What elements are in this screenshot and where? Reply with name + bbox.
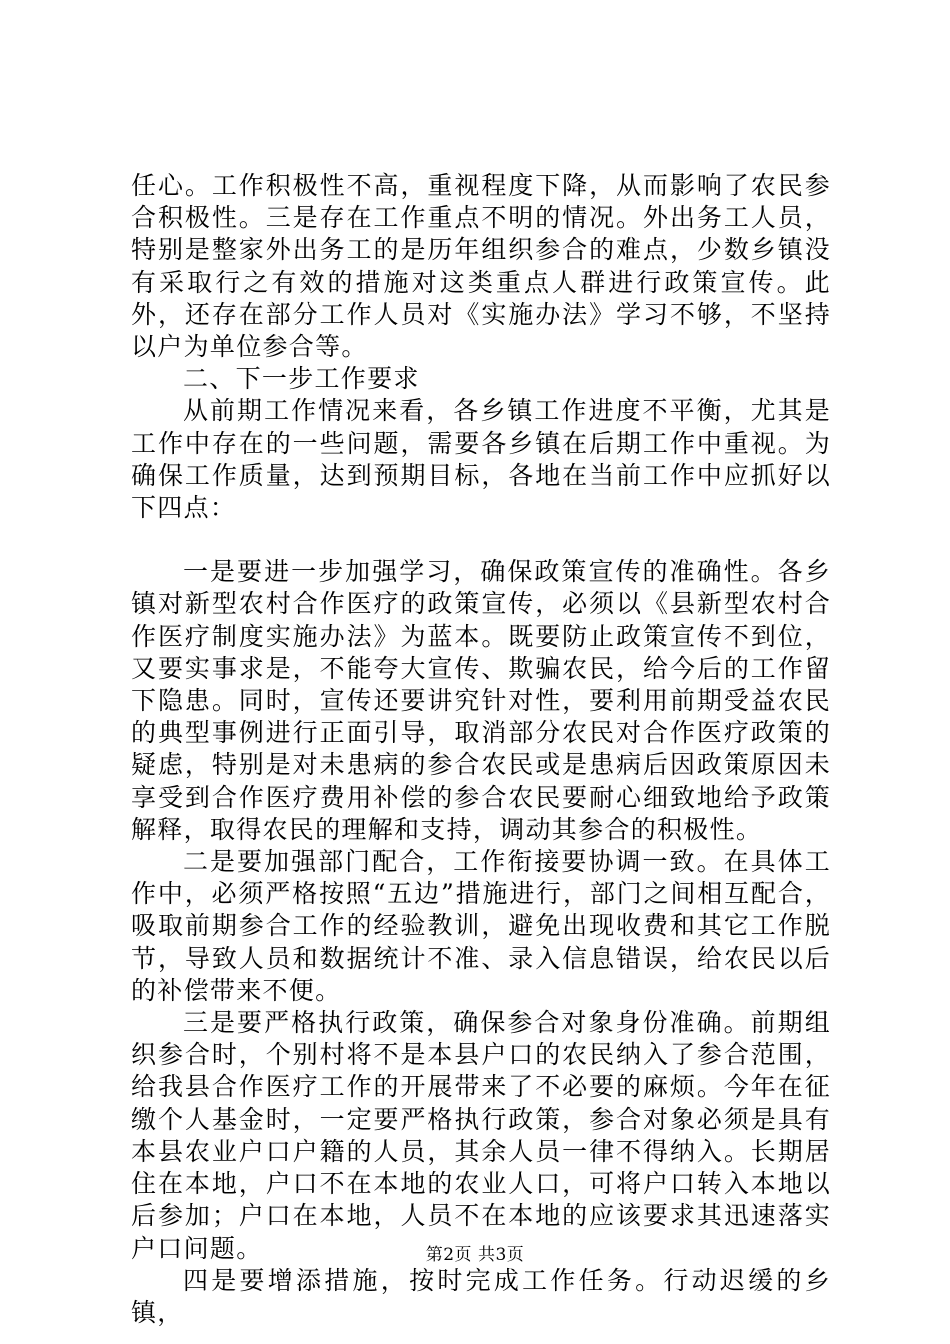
paragraph-point-one: 一是要进一步加强学习，确保政策宣传的准确性。各乡镇对新型农村合作医疗的政策宣传，必须以《县新型农村合作医疗制度实施办法》为蓝本。既要防止政策宣传不到位，又要实事求是，不能夸大宣传、欺骗农民，给今后的工作留下隐患。同时，宣传还要讲究针对性，要利用前期受益农民的典型事例进行正面引导，取消部分农民对合作医疗政策的疑虑，特别是对未患病的参合农民或是患病后因政策原因未享受到合作医疗费用补偿的参合农民要耐心细致地给予政策解释，取得农民的理解和支持，调动其参合的积极性。 <box>131 557 831 844</box>
paragraph-point-four: 四是要增添措施，按时完成工作任务。行动迟缓的乡镇， <box>131 1265 831 1327</box>
section-heading-next-steps: 二、下一步工作要求 <box>183 364 420 394</box>
document-body <box>131 170 831 1329</box>
paragraph-point-two: 二是要加强部门配合，工作衔接要协调一致。在具体工作中，必须严格按照“五边”措施进行，部门之间相互配合，吸取前期参合工作的经验教训，避免出现收费和其它工作脱节，导致人员和数据统计不准、录入信息错误，给农民以后的补偿带来不便。 <box>131 847 831 1005</box>
page-footer: 第2页 共3页 <box>425 1245 525 1265</box>
paragraph-point-three: 三是要严格执行政策，确保参合对象身份准确。前期组织参合时，个别村将不是本县户口的农民纳入了参合范围，给我县合作医疗工作的开展带来了不必要的麻烦。今年在征缴个人基金时，一定要严格执行政策，参合对象必须是具有本县农业户口户籍的人员，其余人员一律不得纳入。长期居住在本地，户口不在本地的农业人口，可将户口转入本地以后参加；户口在本地，人员不在本地的应该要求其迅速落实户口问题。 <box>131 1008 831 1263</box>
paragraph-overview: 从前期工作情况来看，各乡镇工作进度不平衡，尤其是工作中存在的一些问题，需要各乡镇在后期工作中重视。为确保工作质量，达到预期目标，各地在当前工作中应抓好以下四点： <box>131 396 831 523</box>
paragraph-problems-continued: 任心。工作积极性不高，重视程度下降，从而影响了农民参合积极性。三是存在工作重点不明的情况。外出务工人员，特别是整家外出务工的是历年组织参合的难点，少数乡镇没有采取行之有效的措施对这类重点人群进行政策宣传。此外，还存在部分工作人员对《实施办法》学习不够，不坚持以户为单位参合等。 <box>131 171 831 362</box>
